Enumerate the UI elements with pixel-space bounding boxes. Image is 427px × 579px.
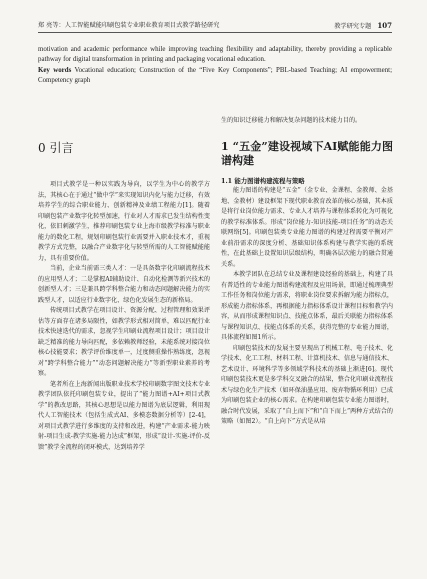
section-label: 教学研究专题 [334, 23, 372, 30]
intro-paragraph-4: 笔者所在上海新闻出版职业技术学校印刷数字图文技术专业教学团队依托印刷包装专业，提出了“能力图谱+AI+项目式教学”的教改思路，其核心思想是以能力图谱为底层逻辑，利用现代人工智能技术（包括生成式AI、多模态数据分析等）[2-4]，对项目式教学进行多维度的支持和改进，构建“产业需求-能力映射-项目生成-教学实施-能力达成”框架，形成“设计-实施-评价-反馈”教学全流程的闭环模式，达到培养学 [38, 380, 210, 451]
running-title: 郑 亮等：人工智能赋能印刷包装专业职业教育项目式教学路径研究 [38, 22, 220, 29]
abstract-text: motivation and academic performance while improving teaching flexibility and adaptability, thereby providing a replicable pathway for digital transformation in printing and packaging vocational education. [38, 46, 392, 64]
section-1-paragraph-1: 能力图谱的构建是“五金”（金专业、金课程、金教师、金基地、金教材）建设框架下现代职业教育改革的核心基础，其本质是将行业岗位能力需求、专业人才培养与课程体系转化为可视化的教学标准体系。形成“岗位能力-知识技能-项目任务”的动态关联网络[5]。印刷包装类专业能力图谱的构建过程需要平衡对产业前沿需求的深度分析、基础知识体系构建与教学实施的系统性，在此基础上设置知识层级结构，明确各层次能力的融合贯通关系。 [221, 187, 393, 268]
intro-paragraph-2: 当前，企业当前需三类人才：一是具备数字化印刷流程技术的应用型人才；二是掌握AI辅助设计、自动化检测等新兴技术的创新型人才；三是兼具跨学科整合能力和动态问题解决能力的实践型人才，以适应行业数字化、绿色化发展生态的新格局。 [38, 265, 210, 304]
running-header [38, 20, 392, 33]
intro-paragraph-1: 项目式教学是一种以实践为导向，以学生为中心的教学方法，其核心在于通过“做中学”来实现知识内化与能力迁移，有效培养学生的综合职业能力、创新精神及业绩工程能力[1]。随着印刷包装产业数字化转型加速，行业对人才需求已发生结构性变化，依旧刺激学生，推荐印刷包装专业上海市级教学标准与职业能力的数化工程，规划印刷包装行业需要并入职业技术才，重视教学方式完整，以融合产业数字化与转型所需的人工智能赋能能力，具有重要价值。 [38, 181, 210, 262]
keywords [38, 66, 392, 87]
introduction-heading: 0 引言 [38, 141, 74, 155]
section-1-paragraph-3: 印刷包装技术的发展主要呈现出了机械工程、电子技术、化学技术、化工工程、材料工程、计算机技术、信息与通信技术、艺术设计、环境科学等多领域学科技术的基础上渐进[6]。现代印刷包装技术更是多学科交叉融合的结果，整合化印刷业流程技术与绿色化生产技术（如环保油墨应用、废弃物循环利用）已成为印刷包装企业的核心需求。在构建印刷包装专业能力图谱时，融合时代发展，采取了“自上而下”和“自下而上”两种方式结合的策略（如图2）。“自上向下”方式是从培 [221, 344, 393, 425]
header-right [334, 20, 392, 33]
subsection-1-1-heading: 1.1 能力图谱构建流程与策略 [221, 176, 305, 185]
carry-over-text: 生的知识迁移能力和解决复杂问题的技术能力目的。 [221, 117, 362, 124]
keywords-text: Vocational education; Construction of the “Five Key Components”; PBL-based Teaching; AI empowerment; Competency graph [38, 66, 392, 84]
intro-paragraph-3: 传统项目式教学在项目设计、资源分配、过程管理和效果评估等方面存在诸多局限性，如教学形式相对简单，难以匹配行业技术快速迭代的需求，忽视学生印刷业流程项目设计；项目设计缺乏精准的能力导向匹配，多依赖教师经验，未能系统对接岗位核心技能要求；教学评价维度单一，过度侧重操作熟练度，忽视对“跨学科整合能力”“动态问题解决能力”等新型职业素养的考察。 [38, 307, 210, 377]
section-1-heading: 1 “五金”建设视域下AI赋能能力图谱构建 [221, 139, 393, 167]
page-number: 107 [377, 21, 392, 30]
right-column [221, 116, 393, 428]
section-1-paragraph-2: 本教学团队在总结专业及课程建设经验的基础上，构建了具有普适性的专业能力图谱构建流程及应用场景，即通过梳理典型工作任务和岗位能力需求，将职业岗位要求拆解为能力指标点，形成能力指标体系，再根据能力指标体系设计课程目标和教学内容，从而形成课程知识点、技能点体系，最后关联能力指标体系与课程知识点、技能点体系的关系，获得完整的专业能力图谱，具体流程如图1所示。 [221, 271, 393, 341]
abstract-block [38, 45, 392, 86]
keywords-label: Key words [38, 66, 72, 74]
section-1-wrap [221, 140, 393, 168]
left-column [38, 180, 210, 453]
